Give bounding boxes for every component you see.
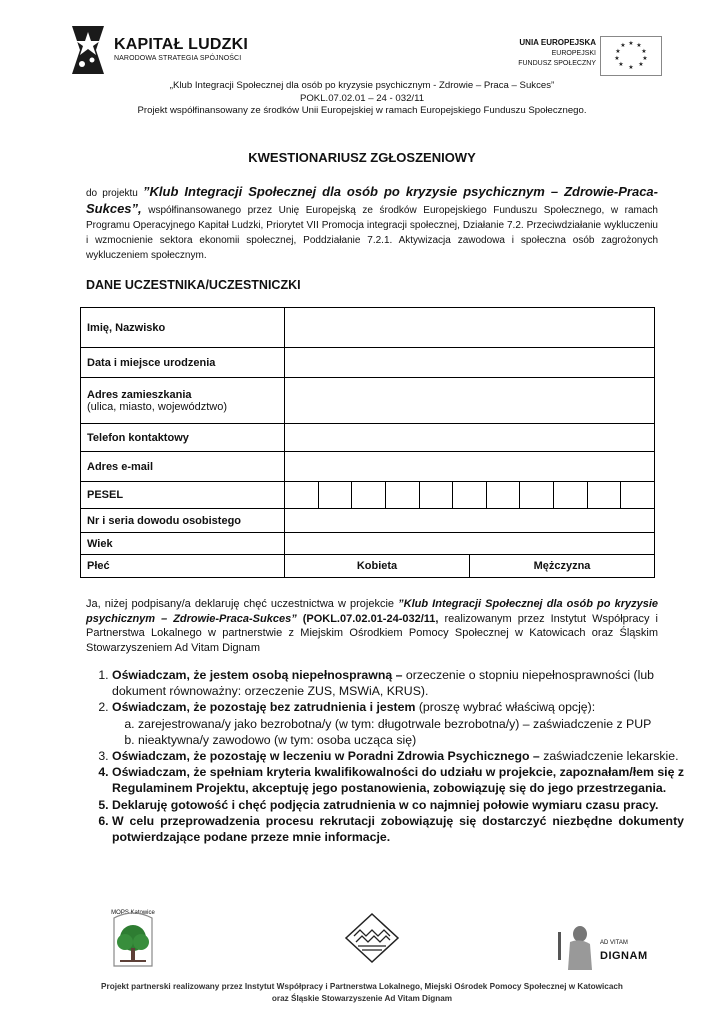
statement-1-text: orzeczenie o stopniu niepełnosprawności (lub dokument równoważny: orzeczenie ZUS, MSWiA, KRUS). (112, 668, 655, 699)
kapital-ludzki-logo (68, 24, 268, 76)
mops-logo (108, 910, 158, 970)
declaration-suffix: realizowanym przez Instytut Współpracy i Partnerstwa Lokalnego w partnerstwie z Miejskim Ośrodkiem Pomocy Społecznej w Katowicach oraz Śląskim Stowarzyszeniem Ad Vitam Dignam (86, 612, 658, 654)
address-label-text: Adres zamieszkania (87, 388, 192, 401)
statement-1 (112, 667, 684, 699)
footer-line1: Projekt partnerski realizowany przez Instytut Współpracy i Partnerstwa Lokalnego, Miejski Ośrodek Pomocy Społecznej w Katowicach (101, 982, 623, 991)
statement-2 (112, 699, 684, 748)
statement-2-bold: Oświadczam, że pozostaję bez zatrudnienia i jestem (112, 700, 416, 715)
project-header (0, 80, 724, 118)
name-label: Imię, Nazwisko (81, 308, 285, 348)
declaration-prefix: Ja, niżej podpisany/a deklaruję chęć uczestnictwa w projekcie (86, 598, 399, 610)
project-header-line3: Projekt współfinansowany ze środków Unii Europejskiej w ramach Europejskiego Funduszu Społecznego. (137, 105, 587, 116)
age-field[interactable] (285, 533, 655, 555)
pesel-digit[interactable] (385, 482, 419, 508)
pesel-label: PESEL (81, 482, 285, 509)
svg-text:★: ★ (638, 62, 644, 68)
section-title: DANE UCZESTNIKA/UCZESTNICZKI (86, 278, 301, 292)
vitam-big: DIGNAM (600, 950, 648, 962)
vitam-small: AD VITAM (600, 940, 628, 946)
svg-text:★: ★ (642, 56, 648, 62)
participant-form (80, 307, 655, 578)
sex-option-female[interactable]: Kobieta (285, 555, 470, 578)
pesel-digit[interactable] (351, 482, 385, 508)
logo-subtitle: NARODOWA STRATEGIA SPÓJNOŚCI (114, 55, 242, 62)
declaration-code: (POKL.07.02.01-24-032/11, (296, 612, 439, 625)
statement-3-bold: Oświadczam, że pozostaję w leczeniu w Poradni Zdrowia Psychicznego – (112, 749, 540, 764)
age-label: Wiek (81, 533, 285, 555)
name-field[interactable] (285, 308, 655, 348)
statement-2b[interactable]: b. nieaktywna/y zawodowo (w tym: osoba ucząca się) (138, 732, 684, 748)
svg-text:★: ★ (636, 43, 642, 49)
id-field[interactable] (285, 509, 655, 533)
statement-2a[interactable]: a. zarejestrowana/y jako bezrobotna/y (w tym: długotrwale bezrobotna/y) – zaświadczenie z PUP (138, 716, 684, 732)
svg-text:★: ★ (628, 41, 634, 47)
pesel-digit[interactable] (553, 482, 587, 508)
statement-6: 6. W celu przeprowadzenia procesu rekrutacji zobowiązuję się dostarczyć niezbędne dokumenty potwierdzające podane przeze mnie informacje. (112, 813, 684, 845)
eu-line2: EUROPEJSKI (551, 50, 596, 57)
svg-text:★: ★ (615, 49, 621, 55)
kapital-ludzki-emblem-icon (68, 24, 108, 76)
svg-text:★: ★ (618, 62, 624, 68)
statement-4: 4. Oświadczam, że spełniam kryteria kwalifikowalności do udziału w projekcie, zapoznałam/łem się z Regulaminem Projektu, akceptuję jego postanowienia, zobowiązuję się do jego przestrzegania. (112, 764, 684, 796)
statement-2-options (112, 716, 684, 748)
intro-body: współfinansowanego przez Unię Europejską ze środków Europejskiego Funduszu Społecznego, w ramach Programu Operacyjnego Kapitał Ludzki, Priorytet VII Promocja integracji społecznej, Działanie 7.2. Przeciwdziałanie wykluczeniu i wzmocnienie sektora ekonomii społecznej, Poddziałanie 7.2.1. Aktywizacja zawodowa i społeczna osób zagrożonych wykluczeniem społecznym. (86, 205, 658, 261)
phone-label: Telefon kontaktowy (81, 424, 285, 452)
pesel-field[interactable] (285, 482, 655, 509)
footer-line2: oraz Śląskie Stowarzyszenie Ad Vitam Dignam (271, 994, 453, 1003)
address-hint: (ulica, miasto, województwo) (87, 400, 227, 413)
pesel-digit[interactable] (620, 482, 654, 508)
mops-label: MOPS Katowice (111, 910, 155, 916)
pesel-digit[interactable] (587, 482, 621, 508)
eu-logo (508, 34, 662, 74)
address-label (81, 378, 285, 424)
address-field[interactable] (285, 378, 655, 424)
pesel-digit[interactable] (318, 482, 352, 508)
pesel-digit[interactable] (285, 482, 318, 508)
declaration-project-name: ”Klub Integracji Społecznej dla osób po kryzysie psychicznym – Zdrowie-Praca-Sukces” (86, 598, 658, 625)
phone-field[interactable] (285, 424, 655, 452)
sex-label: Płeć (81, 555, 285, 578)
stowarzyszenie-logo (344, 912, 400, 964)
svg-text:★: ★ (620, 43, 626, 49)
birth-field[interactable] (285, 348, 655, 378)
pesel-digit[interactable] (452, 482, 486, 508)
svg-text:★: ★ (641, 49, 647, 55)
birth-label: Data i miejsce urodzenia (81, 348, 285, 378)
declaration-paragraph (86, 597, 658, 655)
svg-text:★: ★ (628, 65, 634, 71)
email-field[interactable] (285, 452, 655, 482)
page-title: KWESTIONARIUSZ ZGŁOSZENIOWY (248, 150, 476, 165)
logo-title: KAPITAŁ LUDZKI (114, 36, 249, 53)
project-header-line1: „Klub Integracji Społecznej dla osób po kryzysie psychicznym - Zdrowie – Praca – Sukces” (169, 80, 555, 91)
intro-project-name: ”Klub Integracji Społecznej dla osób po kryzysie psychicznym – Zdrowie-Praca-Sukces”, (86, 184, 658, 216)
email-label: Adres e-mail (81, 452, 285, 482)
intro-paragraph (86, 184, 658, 263)
id-label: Nr i seria dowodu osobistego (81, 509, 285, 533)
eu-flag-icon (600, 36, 662, 76)
project-header-line2: POKL.07.02.01 – 24 - 032/11 (299, 92, 425, 104)
sex-option-male[interactable]: Mężczyzna (470, 555, 655, 578)
svg-text:★: ★ (614, 56, 620, 62)
eu-line1: UNIA EUROPEJSKA (519, 38, 596, 47)
intro-prefix: do projektu (86, 188, 144, 199)
footer-text (0, 981, 724, 1005)
pesel-digit[interactable] (419, 482, 453, 508)
pesel-digit[interactable] (486, 482, 520, 508)
statement-1-bold: Oświadczam, że jestem osobą niepełnosprawną – (112, 668, 403, 682)
diamond-pattern-icon (344, 912, 400, 964)
eu-text (518, 38, 596, 69)
eu-line3: FUNDUSZ SPOŁECZNY (518, 60, 596, 67)
tree-icon (108, 910, 158, 970)
statue-icon (556, 922, 596, 972)
statement-5: 5. Deklaruję gotowość i chęć podjęcia zatrudnienia w co najmniej połowie wymiaru czasu pracy. (112, 797, 684, 813)
statement-2-text: (proszę wybrać właściwą opcję): (415, 700, 596, 715)
ad-vitam-dignam-logo (556, 922, 646, 972)
statement-3-text: zaświadczenie lekarskie. (539, 749, 679, 764)
pesel-digit[interactable] (519, 482, 553, 508)
statements-list (86, 667, 684, 845)
statement-3 (112, 748, 684, 764)
